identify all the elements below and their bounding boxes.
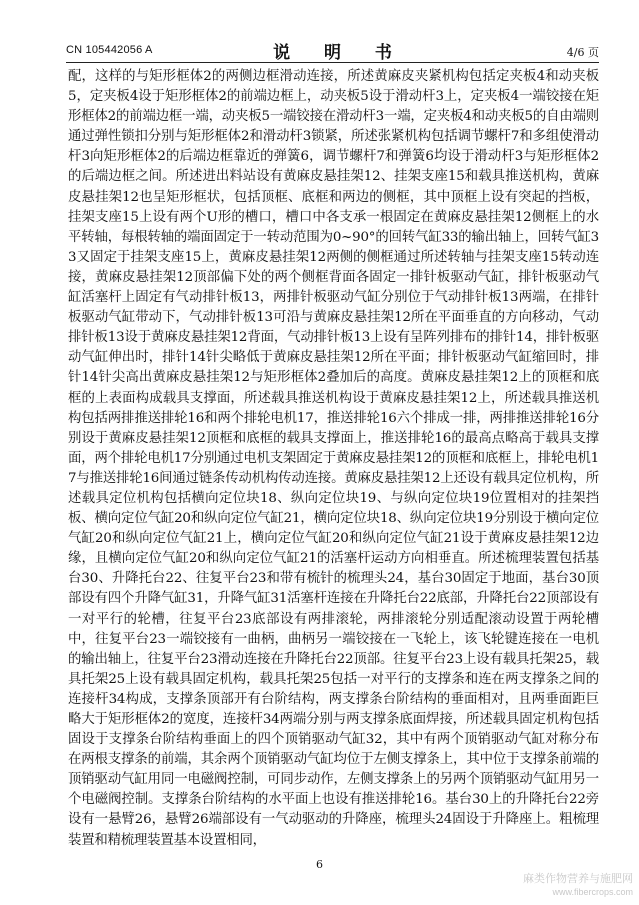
watermark-site-name: 麻类作物营养与施肥网: [523, 873, 633, 885]
page-indicator: 4/6 页: [566, 46, 599, 59]
document-title: 说 明 书: [273, 43, 406, 63]
page-header: [66, 38, 599, 62]
watermark-url: www.fibercrops.com: [552, 887, 633, 897]
footer-page-number: 6: [316, 858, 323, 871]
description-paragraph: 配，这样的与矩形框体2的两侧边框滑动连接，所述黄麻皮夹紧机构包括定夹板4和动夹板5，定夹板4设于矩形框体2的前端边框上，动夹板5设于滑动杆3上，定夹板4一端铰接在矩形框体2的前端边框一端，动夹板5一端铰接在滑动杆3一端，定夹板4和动夹板5的自由端则通过弹性锁扣分别与矩形框体2和滑动杆3锁紧，所述张紧机构包括调节螺杆7和多组使滑动杆3向矩形框体2的后端边框靠近的弹簧6，调节螺杆7和弹簧6均设于滑动杆3与矩形框体2的后端边框之间。所述进出料站设有黄麻皮悬挂架12、挂架支座15和载具推送机构，黄麻皮悬挂架12也呈矩形框状，包括顶框、底框和两边的侧框，其中顶框上设有突起的挡板，挂架支座15上设有两个U形的槽口，槽口中各支承一根固定在黄麻皮悬挂架12侧框上的水平转轴，每根转轴的端面固定于一转动范围为0~90°的回转气缸33的输出轴上，回转气缸33又固定于挂架支座15上，黄麻皮悬挂架12两侧的侧框通过所述转轴与挂架支座15转动连接，黄麻皮悬挂架12顶部偏下处的两个侧框背面各固定一排针板驱动气缸，排针板驱动气缸活塞杆上固定有气动排针板13，两排针板驱动气缸分别位于气动排针板13两端，在排针板驱动气缸带动下，气动排针板13可沿与黄麻皮悬挂架12所在平面垂直的方向移动，气动排针板13设于黄麻皮悬挂架12背面，气动排针板13上设有呈阵列排布的排针14，排针板驱动气缸伸出时，排针14针尖略低于黄麻皮悬挂架12所在平面；排针板驱动气缸缩回时，排针14针尖高出黄麻皮悬挂架12与矩形框体2叠加后的高度。黄麻皮悬挂架12上的顶框和底框的上表面构成载具支撑面，所述载具推送机构设于黄麻皮悬挂架12上，所述载具推送机构包括两排推送排轮16和两个排轮电机17，推送排轮16六个排成一排，两排推送排轮16分别设于黄麻皮悬挂架12顶框和底框的载具支撑面上，推送排轮16的最高点略高于载具支撑面，两个排轮电机17分别通过电机支架固定于黄麻皮悬挂架12的顶框和底框上，排轮电机17与推送排轮16间通过链条传动机构传动连接。黄麻皮悬挂架12上还设有载具定位机构，所述载具定位机构包括横向定位块18、纵向定位块19、与纵向定位块19位置相对的挂架挡板、横向定位气缸20和纵向定位气缸21，横向定位块18、纵向定位块19分别设于横向定位气缸20和纵向定位气缸21上，横向定位气缸20和纵向定位气缸21设于黄麻皮悬挂架12边缘，且横向定位气缸20和纵向定位气缸21的活塞杆运动方向相垂直。所述梳理装置包括基台30、升降托台22、往复平台23和带有梳针的梳理头24，基台30固定于地面，基台30顶部设有四个升降气缸31，升降气缸31活塞杆连接在升降托台22底部，升降托台22顶部设有一对平行的轮槽，往复平台23底部设有两排滚轮，两排滚轮分别适配滚动设置于两轮槽中，往复平台23一端铰接有一曲柄，曲柄另一端铰接在一飞轮上，该飞轮键连接在一电机的输出轴上，往复平台23滑动连接在升降托台22顶部。往复平台23上设有载具托架25，载具托架25上设有载具固定机构，载具托架25包括一对平行的支撑条和连在两支撑条之间的连接杆34构成，支撑条顶部开有台阶结构，两支撑条台阶结构的垂面相对，且两垂面距巨略大于矩形框体2的宽度，连接杆34两端分别与两支撑条底面焊接，所述载具固定机构包括固设于支撑条台阶结构垂面上的四个顶销驱动气缸32，其中有两个顶销驱动气缸对称分布在两根支撑条的前端，其余两个顶销驱动气缸均位于左侧支撑条上，其中位于支撑条前端的顶销驱动气缸用同一电磁阀控制，可同步动作，左侧支撑条上的另两个顶销驱动气缸用另一个电磁阀控制。支撑条台阶结构的水平面上也设有推送排轮16。基台30上的升降托台22旁设有一悬臂26，悬臂26端部设有一气动驱动的升降座，梳理头24固设于升降座上。粗梳理装置和精梳理装置基本设置相同，: [68, 69, 599, 848]
header-divider: [66, 62, 599, 63]
publication-number: CN 105442056 A: [66, 44, 153, 56]
site-watermark: [523, 873, 633, 899]
